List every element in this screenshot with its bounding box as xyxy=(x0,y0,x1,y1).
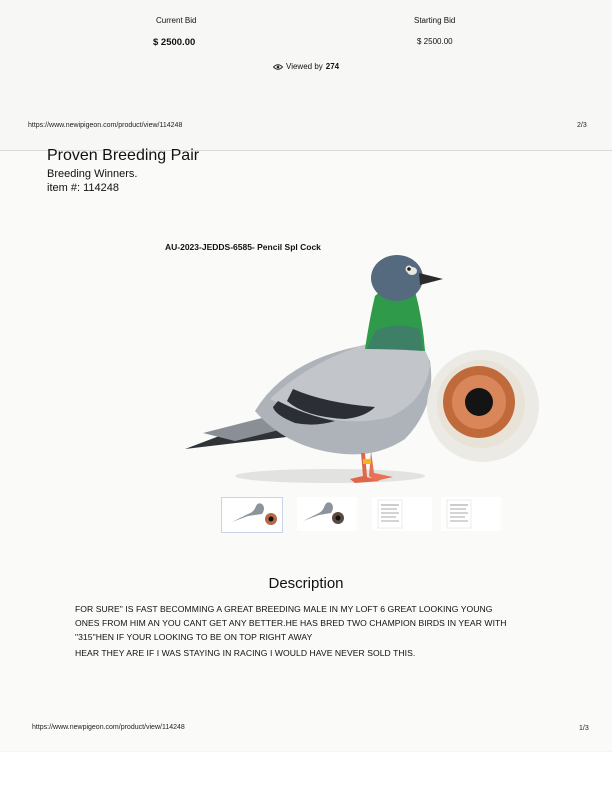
starting-bid-value: $ 2500.00 xyxy=(417,37,453,46)
description-line-2: ONES FROM HIM AN YOU CANT GET ANY BETTER.HE HAS BRED TWO CHAMPION BIRDS IN YEAR WITH xyxy=(75,618,507,628)
description-line-1: FOR SURE" IS FAST BECOMMING A GREAT BREEDING MALE IN MY LOFT 6 GREAT LOOKING YOUNG xyxy=(75,604,493,614)
thumbnail-1[interactable] xyxy=(221,497,283,533)
document-thumb-icon xyxy=(441,497,501,531)
pigeon-eye xyxy=(407,267,411,271)
footer-url[interactable]: https://www.newipigeon.com/product/view/114248 xyxy=(28,122,183,129)
description-heading: Description xyxy=(268,575,344,592)
description-line-3: "315"HEN IF YOUR LOOKING TO BE ON TOP RIGHT AWAY xyxy=(75,632,313,642)
description-line-4: HEAR THEY ARE IF I WAS STAYING IN RACING I WOULD HAVE NEVER SOLD THIS. xyxy=(75,648,416,658)
image-caption: AU-2023-JEDDS-6585- Pencil Spl Cock xyxy=(165,242,321,252)
page-fragment-1 xyxy=(0,147,612,751)
item-number: item #: 114248 xyxy=(47,182,119,194)
view-counter xyxy=(273,62,339,71)
main-footer-page-number: 1/3 xyxy=(579,725,589,732)
document-thumb-icon xyxy=(372,497,432,531)
current-bid-label: Current Bid xyxy=(156,16,197,25)
pigeon-image xyxy=(175,221,550,491)
thumbnail-3[interactable] xyxy=(372,497,432,531)
starting-bid-label: Starting Bid xyxy=(414,16,456,25)
page-fragment-2 xyxy=(0,0,612,150)
thumbnail-2[interactable] xyxy=(297,497,357,531)
viewed-prefix: Viewed by xyxy=(286,62,323,71)
ground-shadow xyxy=(235,469,425,483)
current-bid-value: $ 2500.00 xyxy=(153,37,196,48)
product-title: Proven Breeding Pair xyxy=(47,147,200,164)
pigeon-thumb-icon xyxy=(222,498,282,532)
description-body xyxy=(75,602,595,660)
bottom-margin xyxy=(0,752,612,792)
pigeon-head xyxy=(371,255,423,301)
pigeon-thumb-icon xyxy=(297,497,357,531)
product-subtitle: Breeding Winners. xyxy=(47,168,138,180)
thumbnail-4[interactable] xyxy=(441,497,501,531)
main-footer-url[interactable]: https://www.newpigeon.com/product/view/114248 xyxy=(32,724,185,731)
footer-page-number: 2/3 xyxy=(577,122,587,129)
pigeon-beak xyxy=(419,273,443,285)
leg-band xyxy=(363,459,371,464)
viewed-count: 274 xyxy=(325,62,340,71)
eye-pupil xyxy=(465,388,493,416)
eye-icon xyxy=(273,64,283,70)
